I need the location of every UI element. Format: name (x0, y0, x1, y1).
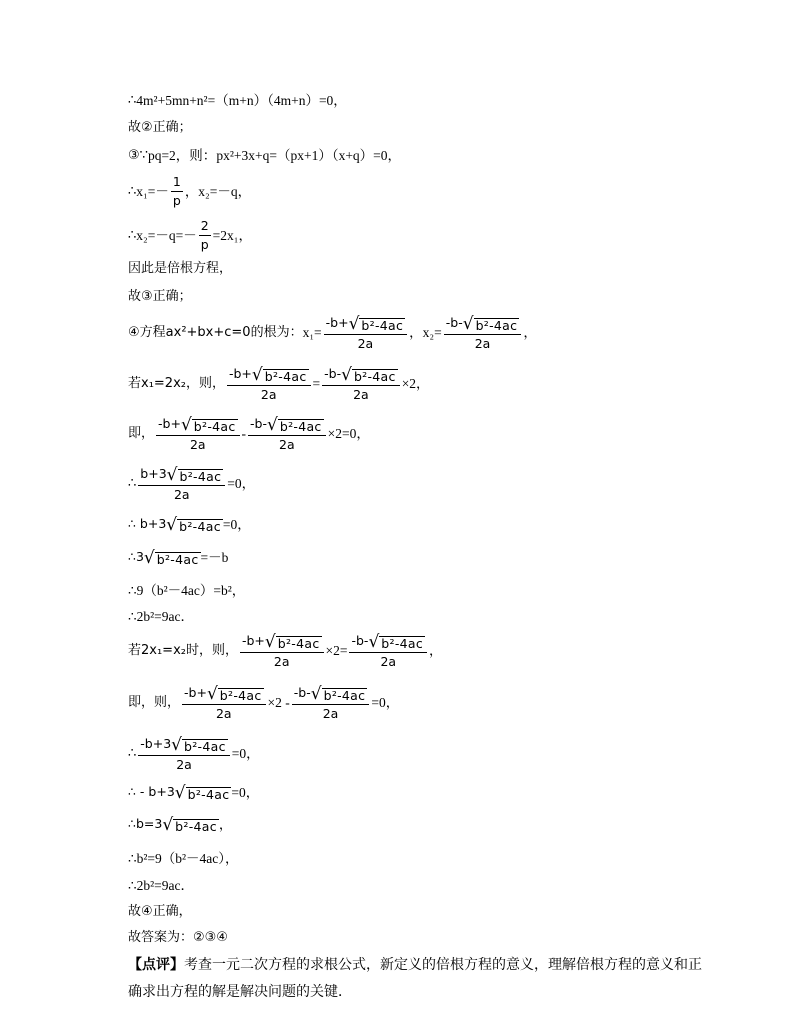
radical-sign: √ (251, 365, 263, 385)
sqrt (181, 416, 238, 433)
root-formula-minus (292, 685, 370, 721)
equals-zero: =0， (227, 476, 256, 491)
equals-neg-b: =－b (200, 549, 229, 565)
radicand: b²-4ac (279, 418, 322, 434)
root-formula-plus (156, 416, 240, 452)
line-19 (128, 784, 259, 801)
radical-sign: √ (143, 548, 155, 568)
fraction-den: p (172, 192, 181, 208)
line-14 (128, 584, 245, 598)
radicand: b²-4ac (475, 317, 518, 333)
prefix-13: ∴3 (128, 549, 144, 565)
radical-sign: √ (310, 684, 322, 704)
line-6 (128, 262, 232, 275)
fraction-den: 2a (474, 336, 491, 351)
x2-8: ，x₂= (409, 325, 442, 340)
fraction-den: 2a (273, 654, 290, 669)
line-4 (128, 176, 251, 207)
therefore-5: ∴ (128, 228, 137, 243)
radical-sign: √ (166, 465, 178, 485)
equals-zero: =0， (231, 746, 260, 761)
radical-sign: √ (166, 515, 178, 535)
num-prefix: -b- (293, 685, 311, 701)
sqrt (341, 366, 398, 383)
times-two-equals: ×2= (325, 643, 348, 658)
sqrt (207, 685, 264, 702)
line-15 (128, 610, 194, 624)
statement-10: 即， (128, 426, 155, 442)
sqrt (166, 516, 223, 533)
comma: ， (218, 816, 233, 832)
radical-sign: √ (348, 314, 360, 334)
because-3: ③∵ (128, 148, 148, 164)
expr-21: ∴b²=9（b²－4ac）， (128, 851, 239, 866)
x2-4: ，x₂=－q， (184, 183, 252, 199)
radical-sign: √ (267, 415, 278, 435)
fraction-den: 2a (279, 437, 295, 452)
comment-text-2: 确求出方程的解是解决问题的关键． (128, 984, 352, 1000)
num-prefix: -b+ (241, 633, 265, 649)
fraction-den: 2a (260, 387, 277, 402)
radicand: b²-4ac (156, 551, 199, 567)
radicand: b²-4ac (219, 687, 262, 703)
sqrt (463, 315, 520, 332)
line-2 (128, 121, 192, 134)
num-prefix: -b- (351, 633, 369, 649)
fraction-den: 2a (215, 706, 232, 721)
radical-sign: √ (180, 415, 192, 435)
radicand: b²-4ac (175, 818, 217, 834)
x1-8: x₁= (302, 325, 322, 340)
sqrt (368, 633, 425, 650)
equals: = (312, 376, 321, 391)
minus: - (241, 426, 247, 441)
equals-zero: =0， (222, 516, 251, 532)
root-formula-minus (444, 315, 522, 351)
fraction-5 (199, 220, 211, 251)
line-13 (128, 549, 228, 566)
comment-line-2 (128, 985, 352, 999)
radicand: b²-4ac (277, 635, 320, 651)
fraction-den: 2a (357, 336, 374, 351)
radical-sign: √ (264, 632, 276, 652)
num-prefix: -b- (250, 416, 267, 432)
fraction-4 (171, 176, 183, 207)
line-8 (128, 315, 537, 351)
statement-9: 若x₁=2x₂，则， (128, 376, 225, 392)
root-formula-plus (324, 315, 408, 351)
sqrt (167, 466, 224, 483)
fraction-den: 2a (322, 706, 339, 721)
sqrt (265, 633, 322, 650)
root-formula-minus (248, 416, 326, 452)
statement-6: 因此是倍根方程， (128, 261, 233, 276)
radical-sign: √ (462, 314, 474, 334)
prefix-19: ∴ - b+3 (128, 784, 175, 800)
radical-sign: √ (341, 365, 352, 385)
radical-sign: √ (162, 815, 174, 835)
comma: ， (429, 643, 443, 658)
num-prefix: -b+3 (140, 736, 172, 752)
radicand: b²-4ac (179, 468, 222, 484)
root-formula-plus (182, 685, 266, 721)
line-20 (128, 816, 232, 833)
radicand: b²-4ac (323, 687, 366, 703)
line-12 (128, 516, 251, 533)
therefore-11: ∴ (128, 476, 137, 492)
comment-line-1 (128, 958, 702, 972)
radicand: b²-4ac (353, 368, 396, 384)
fraction-num: 2 (199, 220, 211, 236)
radicand: b²-4ac (193, 418, 236, 434)
line-18 (128, 736, 260, 772)
conclusion-23: 故④正确， (128, 904, 192, 919)
num-prefix: -b+ (228, 366, 252, 382)
expr-22: ∴2b²=9ac． (128, 878, 194, 893)
radical-sign: √ (368, 632, 380, 652)
times-two: ×2， (401, 376, 430, 391)
sqrt (311, 685, 368, 702)
radical-sign: √ (206, 684, 218, 704)
statement-17: 即，则， (128, 695, 181, 711)
line-24 (128, 931, 228, 944)
num-prefix: -b+ (158, 416, 181, 432)
fraction-11 (138, 466, 225, 502)
answer: 故答案为：②③④ (128, 930, 228, 945)
line-9 (128, 366, 430, 402)
therefore-4: ∴ (128, 184, 137, 199)
radical-sign: √ (171, 735, 182, 755)
therefore-1: ∴ (128, 93, 137, 109)
radicand: b²-4ac (184, 738, 226, 754)
sqrt (175, 784, 232, 801)
fraction-18 (138, 736, 229, 772)
line-5 (128, 220, 252, 251)
root-formula-minus (322, 366, 400, 402)
expr-15: ∴2b²=9ac． (128, 609, 194, 624)
x1-4: x₁=－ (136, 183, 169, 199)
line-1 (128, 94, 347, 108)
expr-5b: =2x₁， (212, 227, 252, 243)
line-7 (128, 290, 192, 303)
radicand: b²-4ac (381, 635, 424, 651)
statement-16: 若2x₁=x₂时，则， (128, 643, 238, 659)
radicand: b²-4ac (179, 518, 221, 534)
fraction-den: 2a (353, 387, 369, 402)
radicand: b²-4ac (187, 786, 230, 802)
line-3 (128, 149, 401, 163)
num-prefix: -b+ (184, 685, 207, 701)
conclusion-7: 故③正确； (128, 289, 192, 304)
sqrt (144, 549, 201, 566)
expr-5a: x₂=－q=－ (136, 227, 197, 243)
fraction-den: 2a (176, 757, 192, 772)
comma: ， (523, 325, 537, 340)
therefore-18: ∴ (128, 746, 137, 762)
sqrt (171, 736, 228, 753)
line-10 (128, 416, 370, 452)
line-23 (128, 905, 192, 918)
line-17 (128, 685, 399, 721)
num-prefix: -b- (324, 366, 342, 382)
num-prefix: b+3 (140, 466, 167, 482)
fraction-den: 2a (380, 654, 397, 669)
times-two-zero: ×2=0， (327, 426, 370, 441)
sqrt (349, 315, 406, 332)
line-16 (128, 633, 443, 669)
equals-zero: =0， (371, 695, 400, 710)
prefix-20: ∴b=3 (128, 816, 163, 832)
sqrt (252, 366, 309, 383)
expr-3: px²+3x+q=（px+1）（x+q）=0， (216, 148, 402, 163)
condition-3: pq=2，则： (147, 148, 217, 163)
radicand: b²-4ac (361, 317, 404, 333)
root-formula-plus (227, 366, 311, 402)
root-formula-plus (240, 633, 324, 669)
fraction-den: 2a (189, 437, 206, 452)
conclusion-2: 故②正确； (128, 120, 192, 135)
expr-14: ∴9（b²－4ac）=b²， (128, 583, 246, 598)
fraction-den: p (200, 236, 209, 252)
prefix-12: ∴ b+3 (128, 516, 167, 532)
radical-sign: √ (174, 783, 186, 803)
root-formula-minus (349, 633, 427, 669)
comment-tag: 【点评】 (128, 957, 184, 973)
line-22 (128, 879, 194, 893)
num-prefix: -b- (445, 315, 463, 331)
radicand: b²-4ac (264, 368, 307, 384)
fraction-den: 2a (173, 487, 190, 502)
sqrt (267, 416, 324, 433)
num-prefix: -b+ (325, 315, 349, 331)
fraction-num: 1 (171, 176, 183, 192)
sqrt (162, 816, 219, 833)
comment-text-1: 考查一元二次方程的求根公式，新定义的倍根方程的意义，理解倍根方程的意义和正 (184, 957, 702, 973)
statement-8: ④方程ax²+bx+c=0的根为： (128, 325, 303, 341)
expr-1: 4m²+5mn+n²=（m+n）（4m+n）=0， (136, 93, 347, 108)
equals-zero: =0， (231, 784, 260, 800)
line-21 (128, 852, 239, 866)
line-11 (128, 466, 255, 502)
times-two-minus: ×2 - (267, 695, 290, 710)
